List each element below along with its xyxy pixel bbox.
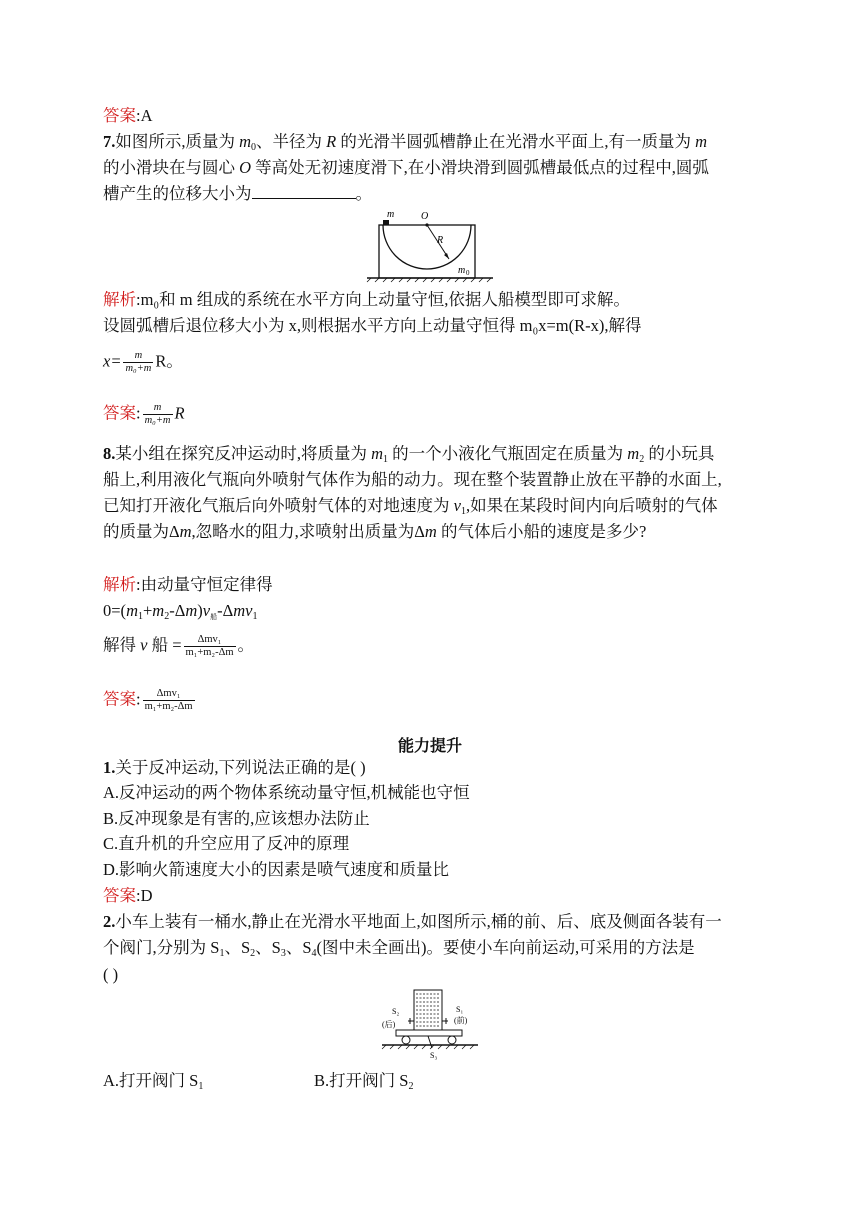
fig-label-front: (前) <box>454 1016 468 1025</box>
var: v <box>140 635 148 655</box>
q7-text: 槽产生的位移大小为 <box>103 184 252 203</box>
answer-label: 答案 <box>103 886 136 905</box>
sub: 1 <box>252 611 258 622</box>
var: m <box>239 132 252 151</box>
fig-label-O: O <box>421 211 429 222</box>
q8-text: 船上,利用液化气瓶向外喷射气体作为船的动力。现在整个装置静止放在平静的水面上, <box>103 470 722 489</box>
fig-label-R: R <box>437 235 444 246</box>
equation: x= <box>103 351 122 371</box>
groove-figure <box>365 207 495 283</box>
option-text: B.打开阀门 S <box>314 1071 409 1090</box>
var: m <box>126 601 138 620</box>
fig-label-s1: S₁ <box>456 1005 464 1014</box>
eq: -Δ <box>169 601 186 620</box>
sub: 3 <box>280 948 286 959</box>
q8-text: 的一个小液化气瓶固定在质量为 <box>388 444 628 463</box>
option-c: C.直升机的升空应用了反冲的原理 <box>103 834 350 853</box>
q8-text: 已知打开液化气瓶后向外喷射气体的对地速度为 <box>103 496 454 515</box>
fraction <box>143 688 195 713</box>
var: m <box>185 601 198 620</box>
answer-blank <box>252 184 356 199</box>
answer-label: 答案 <box>103 106 136 125</box>
p2-line1 <box>103 911 722 933</box>
q8-text: ,如果在某段时间内向后喷射的气体 <box>465 496 718 515</box>
p2-text: (图中未全画出)。要使小车向前运动,可采用的方法是 <box>316 938 695 957</box>
p1-answer <box>103 885 153 907</box>
fraction <box>184 634 236 659</box>
answer-value: :D <box>136 886 153 905</box>
q7-analysis1 <box>103 289 630 311</box>
answer-line <box>103 105 153 127</box>
q8-text: ,忽略水的阻力,求喷射出质量为Δ <box>191 522 425 541</box>
sub: 2 <box>164 611 170 622</box>
sub: 2 <box>639 454 645 465</box>
fraction-den: m₁+m₂-Δm <box>144 701 193 712</box>
var: m <box>424 522 437 541</box>
answer-value: :A <box>136 106 153 125</box>
p1-stem <box>103 757 366 779</box>
var: mv <box>233 601 253 620</box>
q7-text: 等高处无初速度滑下,在小滑块滑到圆弧槽最低点的过程中,圆弧 <box>251 158 709 177</box>
p2-line2 <box>103 937 695 965</box>
var: m <box>695 132 708 151</box>
p2-text: 、S <box>224 938 251 957</box>
q7-text: 。 <box>355 184 372 203</box>
q8-line2 <box>103 469 722 491</box>
analysis-text: :m₀和 m 组成的系统在水平方向上动量守恒,依据人船模型即可求解。 <box>136 290 630 309</box>
cart-figure <box>376 988 482 1060</box>
fig-label-m0-sub: 0 <box>466 269 470 277</box>
sub: 2 <box>408 1081 414 1092</box>
q7-text: 、半径为 <box>256 132 327 151</box>
p2-text: 、S <box>285 938 312 957</box>
q7-line3 <box>103 183 372 205</box>
var: m <box>371 444 384 463</box>
q8-solve <box>103 634 254 659</box>
q8-answer <box>103 688 197 713</box>
eq: 船 = <box>147 635 182 655</box>
answer-colon: : <box>136 403 141 423</box>
option-text: A.打开阀门 S <box>103 1071 199 1090</box>
sub: 1 <box>460 506 466 517</box>
fraction-num: Δmv₁ <box>143 688 195 701</box>
p2-text: 小车上装有一桶水,静止在光滑水平地面上,如图所示,桶的前、后、底及侧面各装有一 <box>115 912 722 931</box>
eq: + <box>142 601 153 620</box>
sub: 0 <box>251 142 257 153</box>
q7-text: 的小滑块在与圆心 <box>103 158 240 177</box>
answer-label: 答案 <box>103 403 136 423</box>
var: R <box>326 132 337 151</box>
q8-text: 的小玩具 <box>644 444 715 463</box>
fraction <box>123 350 153 375</box>
q8-number: 8. <box>103 444 116 463</box>
p2-number: 2. <box>103 912 116 931</box>
q8-line3 <box>103 495 718 523</box>
analysis-text: 设圆弧槽后退位移大小为 x,则根据水平方向上动量守恒得 m₀x=m(R-x),解得 <box>103 316 642 335</box>
fraction-num: Δmv₁ <box>184 634 236 647</box>
equation: R。 <box>155 351 183 371</box>
fraction-num: m <box>143 402 173 415</box>
sub: 4 <box>311 948 317 959</box>
sub: 1 <box>383 454 389 465</box>
fig-label-m: m <box>387 209 395 220</box>
fraction-den: m₀+m <box>144 415 171 426</box>
fraction-num: m <box>123 350 153 363</box>
sub: 船 <box>210 613 218 621</box>
fig-label-s3: S₃ <box>430 1051 438 1060</box>
var: O <box>239 158 252 177</box>
option-a: A.反冲运动的两个物体系统动量守恒,机械能也守恒 <box>103 783 470 802</box>
fraction <box>143 402 173 427</box>
option-d: D.影响火箭速度大小的因素是喷气速度和质量比 <box>103 860 450 879</box>
analysis-text: :由动量守恒定律得 <box>136 575 273 594</box>
q8-line1 <box>103 443 714 471</box>
answer-colon: : <box>136 689 141 709</box>
q8-text: 某小组在探究反冲运动时,将质量为 <box>115 444 372 463</box>
p2-text: 个阀门,分别为 S <box>103 938 220 957</box>
p1-number: 1. <box>103 758 116 777</box>
q7-analysis2 <box>103 315 641 337</box>
q8-text: 的质量为Δ <box>103 522 180 541</box>
answer-value: R <box>174 403 185 423</box>
fraction-den: m₁+m₂-Δm <box>185 647 234 658</box>
var: v <box>202 601 211 620</box>
fig-label-back: (后) <box>382 1020 396 1029</box>
q7-line1 <box>103 131 707 159</box>
p2-text: 、S <box>255 938 281 957</box>
var: v <box>453 496 461 515</box>
q8-text: 的气体后小船的速度是多少? <box>436 522 647 541</box>
p2-line3: ( ) <box>103 965 119 984</box>
q7-result <box>103 350 183 375</box>
eq: 。 <box>237 635 255 655</box>
analysis-label: 解析 <box>103 290 136 309</box>
eq: 解得 <box>103 635 141 655</box>
sub: 2 <box>250 948 256 959</box>
q8-analysis1 <box>103 574 273 596</box>
sub: 1 <box>137 611 143 622</box>
var: m <box>152 601 165 620</box>
fraction-den: m₀+m <box>125 363 152 374</box>
answer-label: 答案 <box>103 689 136 709</box>
option-b: B.反冲现象是有害的,应该想办法防止 <box>103 809 370 828</box>
fig-label-s2: S₂ <box>392 1007 400 1016</box>
section-title: 能力提升 <box>397 738 462 755</box>
q7-text: 如图所示,质量为 <box>115 132 240 151</box>
analysis-label: 解析 <box>103 575 136 594</box>
q8-line4 <box>103 521 646 543</box>
eq: 0=( <box>103 601 127 620</box>
fig-label-m0: m <box>458 265 466 276</box>
p2-option-a <box>103 1070 203 1098</box>
p1-text: 关于反冲运动,下列说法正确的是( ) <box>115 758 366 777</box>
var: m <box>179 522 192 541</box>
q7-line2 <box>103 157 709 179</box>
eq: ) <box>197 601 203 620</box>
q7-number: 7. <box>103 132 116 151</box>
q8-equation <box>103 600 257 628</box>
sub: 1 <box>198 1081 204 1092</box>
eq: -Δ <box>217 601 234 620</box>
sub: 1 <box>219 948 225 959</box>
q7-answer <box>103 402 185 427</box>
var: m <box>627 444 640 463</box>
p2-option-b <box>314 1070 413 1098</box>
q7-text: 的光滑半圆弧槽静止在光滑水平面上,有一质量为 <box>336 132 696 151</box>
